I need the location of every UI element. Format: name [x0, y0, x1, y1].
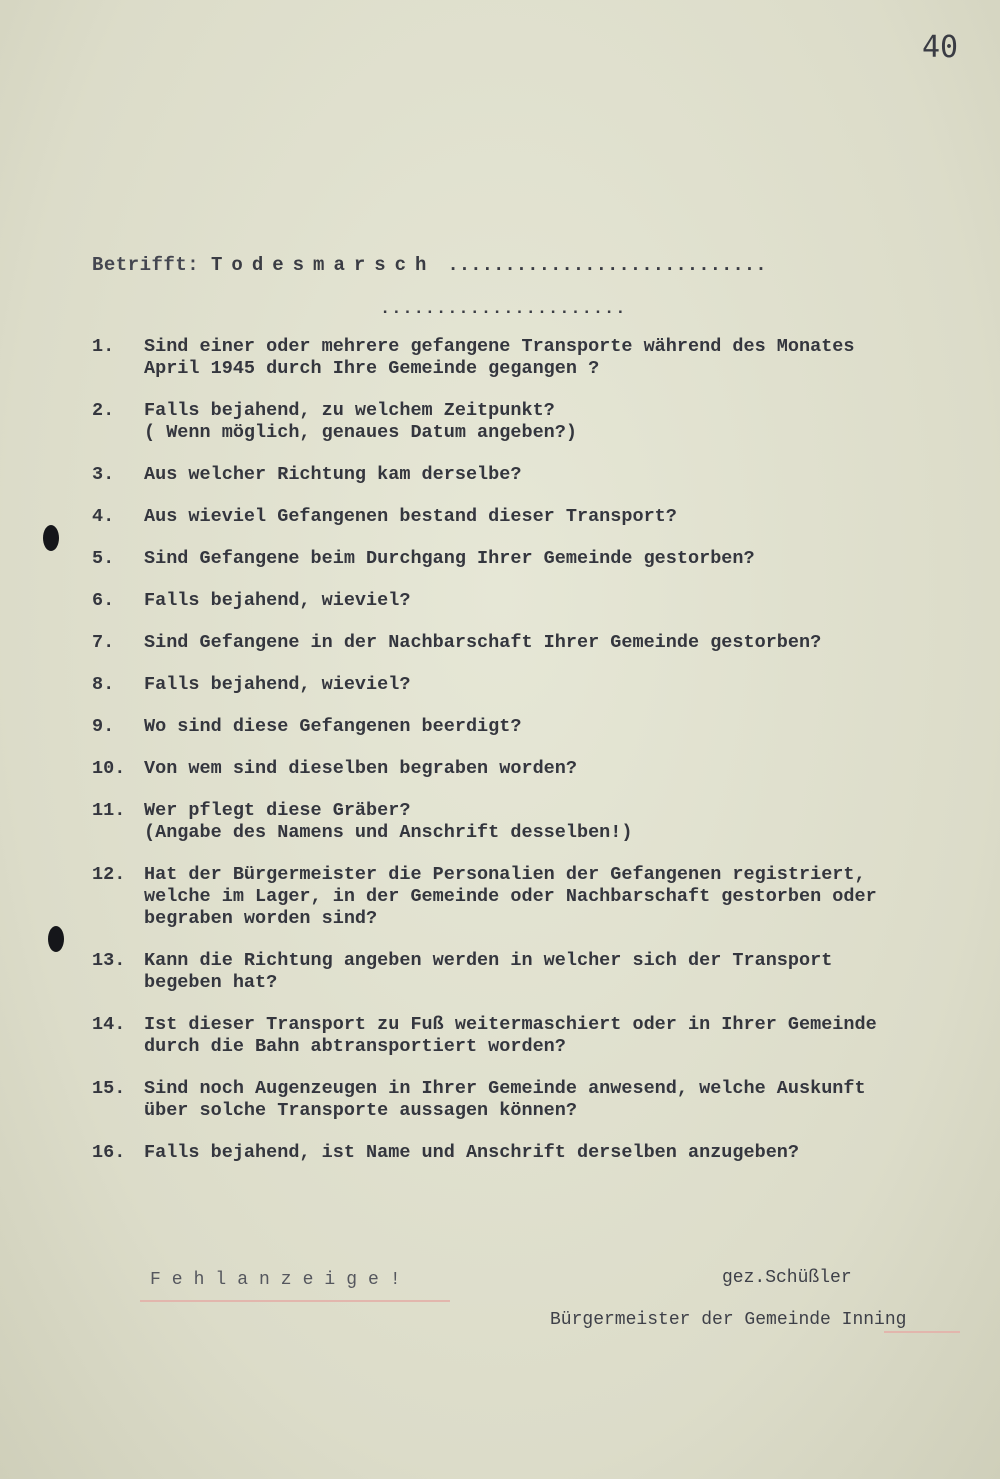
notice-text: Fehlanzeige!	[150, 1270, 412, 1290]
question-10	[92, 758, 972, 780]
signatory-title: Bürgermeister der Gemeinde Inning	[550, 1310, 907, 1330]
question-text: Aus welcher Richtung kam derselbe?	[144, 464, 522, 485]
question-8	[92, 674, 972, 696]
question-text: Sind noch Augenzeugen in Ihrer Gemeinde anwesend, welche Auskunft über solche Transporte aussagen können?	[144, 1078, 866, 1121]
question-12	[92, 864, 972, 930]
question-15	[92, 1078, 972, 1122]
question-text: Sind Gefangene in der Nachbarschaft Ihrer Gemeinde gestorben?	[144, 632, 822, 653]
question-7	[92, 632, 972, 654]
question-text: Sind Gefangene beim Durchgang Ihrer Gemeinde gestorben?	[144, 548, 755, 569]
question-3	[92, 464, 972, 486]
question-9	[92, 716, 972, 738]
subject-title: Todesmarsch	[211, 254, 436, 276]
question-text: Wer pflegt diese Gräber? (Angabe des Namens und Anschrift desselben!)	[144, 800, 633, 843]
question-number: 4.	[92, 506, 115, 527]
question-number: 15.	[92, 1078, 126, 1099]
question-text: Falls bejahend, ist Name und Anschrift derselben anzugeben?	[144, 1142, 800, 1163]
question-text: Sind einer oder mehrere gefangene Transporte während des Monates April 1945 durch Ihre Gemeinde gegangen ?	[144, 336, 855, 379]
question-list	[92, 336, 972, 1184]
question-number: 9.	[92, 716, 115, 737]
question-text: Aus wieviel Gefangenen bestand dieser Transport?	[144, 506, 677, 527]
question-text: Falls bejahend, wieviel?	[144, 590, 411, 611]
question-number: 7.	[92, 632, 115, 653]
question-number: 12.	[92, 864, 126, 885]
question-number: 3.	[92, 464, 115, 485]
question-1	[92, 336, 972, 380]
question-number: 8.	[92, 674, 115, 695]
question-number: 14.	[92, 1014, 126, 1035]
question-number: 1.	[92, 336, 115, 357]
question-text: Kann die Richtung angeben werden in welcher sich der Transport begeben hat?	[144, 950, 833, 993]
question-14	[92, 1014, 972, 1058]
signatory-underline	[884, 1331, 960, 1333]
subject-underline-dots: ......................	[380, 300, 627, 319]
question-text: Wo sind diese Gefangenen beerdigt?	[144, 716, 522, 737]
question-number: 2.	[92, 400, 115, 421]
question-text: Hat der Bürgermeister die Personalien der Gefangenen registriert, welche im Lager, in der Gemeinde oder Nachbarschaft gestorben oder begraben worden sind?	[144, 864, 877, 929]
question-text: Falls bejahend, wieviel?	[144, 674, 411, 695]
question-text: Von wem sind dieselben begraben worden?	[144, 758, 577, 779]
question-2	[92, 400, 972, 444]
punch-hole	[43, 525, 59, 551]
subject-dots: ............................	[447, 254, 767, 276]
question-number: 5.	[92, 548, 115, 569]
question-13	[92, 950, 972, 994]
question-text: Falls bejahend, zu welchem Zeitpunkt? ( Wenn möglich, genaues Datum angeben?)	[144, 400, 577, 443]
page-number: 40	[922, 30, 959, 65]
question-number: 11.	[92, 800, 126, 821]
question-6	[92, 590, 972, 612]
question-number: 10.	[92, 758, 126, 779]
subject-label: Betrifft:	[92, 254, 200, 276]
question-number: 13.	[92, 950, 126, 971]
signature-text: gez.Schüßler	[722, 1268, 852, 1288]
question-11	[92, 800, 972, 844]
punch-hole	[48, 926, 64, 952]
question-number: 16.	[92, 1142, 126, 1163]
question-16	[92, 1142, 972, 1164]
question-number: 6.	[92, 590, 115, 611]
subject-line	[92, 254, 767, 276]
question-5	[92, 548, 972, 570]
question-4	[92, 506, 972, 528]
notice-underline	[140, 1300, 450, 1302]
question-text: Ist dieser Transport zu Fuß weitermaschiert oder in Ihrer Gemeinde durch die Bahn abtransportiert worden?	[144, 1014, 877, 1057]
